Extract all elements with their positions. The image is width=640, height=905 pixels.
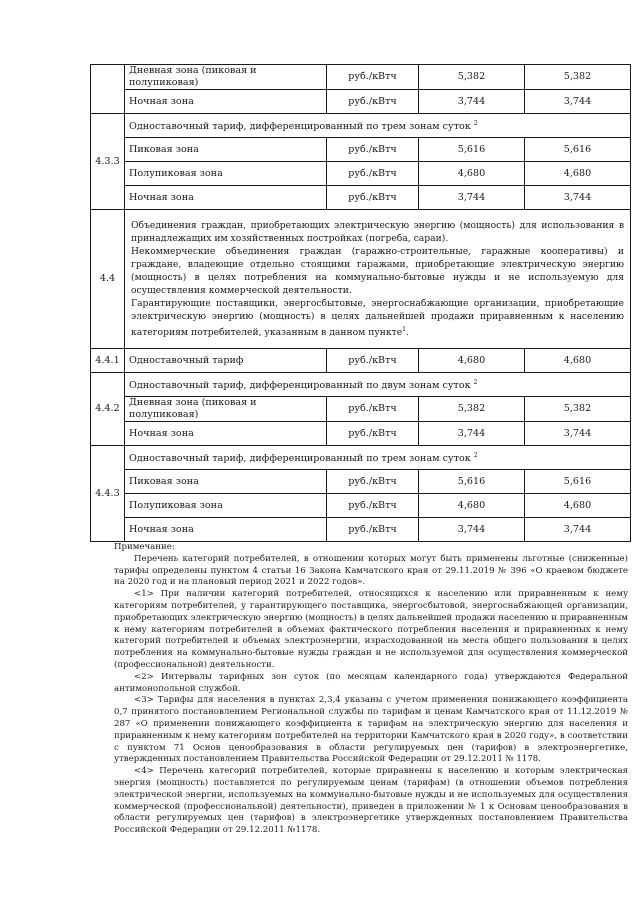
- row-value-1: 3,744: [419, 518, 525, 542]
- note-paragraph: <4> Перечень категорий потребителей, которые приравнены к населению и которым электрическая энергия (мощность) поставляется по регулируемым ценам (тарифам) (в отношении объемов потребления электрической энергии, используемых на коммунально-бытовые нужды и не используемых для осуществления коммерческой (профессиональной) деятельности), приведен в приложении № 1 к Основам ценообразования в области регулируемых цен (тарифов) в электроэнергетике утвержденных постановлением Правительства Российской Федерации от 29.12.2011 №1178.: [114, 766, 628, 836]
- row-unit: руб./кВтч: [327, 422, 419, 446]
- row-value-1: 5,616: [419, 138, 525, 162]
- row-number: 4.3.3: [91, 114, 125, 210]
- row-value-2: 4,680: [525, 162, 631, 186]
- row-number: 4.4: [91, 210, 125, 349]
- row-unit: руб./кВтч: [327, 186, 419, 210]
- notes-heading: Примечание:: [114, 542, 175, 552]
- row-value-1: 5,382: [419, 65, 525, 90]
- footnote-ref: 2: [473, 119, 478, 127]
- section-title: Одноставочный тариф, дифференцированный по трем зонам суток: [129, 121, 471, 133]
- row-value-1: 5,382: [419, 397, 525, 422]
- category-description: [125, 210, 631, 349]
- row-label: Ночная зона: [125, 90, 327, 114]
- row-value-2: 5,616: [525, 138, 631, 162]
- category-paragraph: Некоммерческие объединения граждан (гаражно-строительные, гаражные кооперативы) и граждане, владеющие отдельно стоящими гаражами, приобретающие электрическую энергию (мощность) в целях потребления на коммунально-бытовые нужды и не используемую для осуществления коммерческой деятельности.: [131, 245, 624, 296]
- row-label: Пиковая зона: [125, 138, 327, 162]
- row-value-1: 3,744: [419, 90, 525, 114]
- footnote-ref: 1: [402, 325, 406, 333]
- footnote-ref: 2: [473, 378, 478, 386]
- note-paragraph: Перечень категорий потребителей, в отношении которых могут быть применены льготные (сниженные) тарифы определены пунктом 4 статьи 16 Закона Камчатского края от 29.11.2019 № 396 «О краевом бюджете на 2020 год и на плановый период 2021 и 2022 годов».: [114, 553, 628, 588]
- table-row: [91, 162, 631, 186]
- row-label: Ночная зона: [125, 186, 327, 210]
- row-label: Пиковая зона: [125, 470, 327, 494]
- row-unit: руб./кВтч: [327, 494, 419, 518]
- row-label: Дневная зона (пиковая и полупиковая): [125, 65, 327, 90]
- row-unit: руб./кВтч: [327, 65, 419, 90]
- row-number: 4.4.1: [91, 349, 125, 373]
- row-label: Полупиковая зона: [125, 494, 327, 518]
- table-row: [91, 373, 631, 397]
- table-row: [91, 210, 631, 349]
- row-unit: руб./кВтч: [327, 470, 419, 494]
- row-number: 4.4.3: [91, 446, 125, 542]
- table-row: [91, 138, 631, 162]
- table-row: [91, 494, 631, 518]
- row-value-2: 3,744: [525, 186, 631, 210]
- section-header: [125, 373, 631, 397]
- section-title: Одноставочный тариф, дифференцированный по двум зонам суток: [129, 380, 471, 392]
- row-value-2: 3,744: [525, 422, 631, 446]
- notes-section: [114, 542, 628, 837]
- row-value-2: 4,680: [525, 349, 631, 373]
- section-title: Одноставочный тариф, дифференцированный по трем зонам суток: [129, 453, 471, 465]
- row-value-1: 3,744: [419, 422, 525, 446]
- table-row: [91, 65, 631, 90]
- row-value-1: 4,680: [419, 494, 525, 518]
- note-paragraph: <3> Тарифы для населения в пунктах 2,3,4 указаны с учетом применения понижающего коэффициента 0,7 принятого постановлением Региональной службы по тарифам и ценам Камчатского края от 11.12.2019 № 287 «О применении понижающего коэффициента к тарифам на электрическую энергию для населения и приравненным к нему категориям потребителей на территории Камчатского края в 2020 году», в соответствии с пунктом 71 Основ ценообразования в области регулируемых цен (тарифов) в электроэнергетике, утвержденных постановлением Правительства Российской Федерации от 29.12.2011 № 1178.: [114, 695, 628, 765]
- row-value-1: 4,680: [419, 349, 525, 373]
- row-number-blank: [91, 65, 125, 114]
- row-unit: руб./кВтч: [327, 518, 419, 542]
- section-header: [125, 114, 631, 138]
- table-row: [91, 422, 631, 446]
- row-label: Одноставочный тариф: [125, 349, 327, 373]
- row-value-2: 5,616: [525, 470, 631, 494]
- row-label: Ночная зона: [125, 422, 327, 446]
- row-unit: руб./кВтч: [327, 90, 419, 114]
- table-row: [91, 446, 631, 470]
- note-paragraph: <1> При наличии категорий потребителей, относящихся к населению или приравненным к нему категориям потребителей, у гарантирующего поставщика, энергосбытовой, энергоснабжающей организации, приобретающих электрическую энергию (мощность) в целях дальнейшей продажи населению и приравненным к нему категориям потребителей в объемах фактического потребления населения и приравненных к нему категорий потребителей и объемах электроэнергии, израсходованной на места общего пользования в целях потребления на коммунально-бытовые нужды граждан и не используемой для осуществления коммерческой (профессиональной) деятельности.: [114, 589, 628, 670]
- category-paragraph: Объединения граждан, приобретающих электрическую энергию (мощность) для использования в принадлежащих им хозяйственных постройках (погреба, сараи).: [131, 219, 624, 244]
- row-label: Полупиковая зона: [125, 162, 327, 186]
- row-value-2: 3,744: [525, 518, 631, 542]
- row-label: Дневная зона (пиковая и полупиковая): [125, 397, 327, 422]
- row-number: 4.4.2: [91, 373, 125, 446]
- table-row: [91, 349, 631, 373]
- row-value-2: 3,744: [525, 90, 631, 114]
- table-row: [91, 397, 631, 422]
- row-unit: руб./кВтч: [327, 162, 419, 186]
- footnote-ref: 2: [473, 451, 478, 459]
- note-paragraph: <2> Интервалы тарифных зон суток (по месяцам календарного года) утверждаются Федеральной антимонопольной службой.: [114, 671, 628, 694]
- tariff-table: [90, 64, 631, 542]
- row-value-2: 4,680: [525, 494, 631, 518]
- row-unit: руб./кВтч: [327, 138, 419, 162]
- row-value-1: 3,744: [419, 186, 525, 210]
- section-header: [125, 446, 631, 470]
- table-row: [91, 114, 631, 138]
- table-row: [91, 186, 631, 210]
- row-value-2: 5,382: [525, 397, 631, 422]
- row-value-2: 5,382: [525, 65, 631, 90]
- row-value-1: 5,616: [419, 470, 525, 494]
- category-text: Гарантирующие поставщики, энергосбытовые, энергоснабжающие организации, приобретающие электрическую энергию (мощность) в целях дальнейшей продажи приравненным к населению категориям потребителей, указанным в данном пункте: [131, 297, 624, 339]
- table-row: [91, 470, 631, 494]
- category-text-end: .: [405, 327, 409, 339]
- table-row: [91, 518, 631, 542]
- row-label: Ночная зона: [125, 518, 327, 542]
- row-unit: руб./кВтч: [327, 397, 419, 422]
- table-row: [91, 90, 631, 114]
- category-paragraph: [131, 297, 624, 339]
- row-value-1: 4,680: [419, 162, 525, 186]
- row-unit: руб./кВтч: [327, 349, 419, 373]
